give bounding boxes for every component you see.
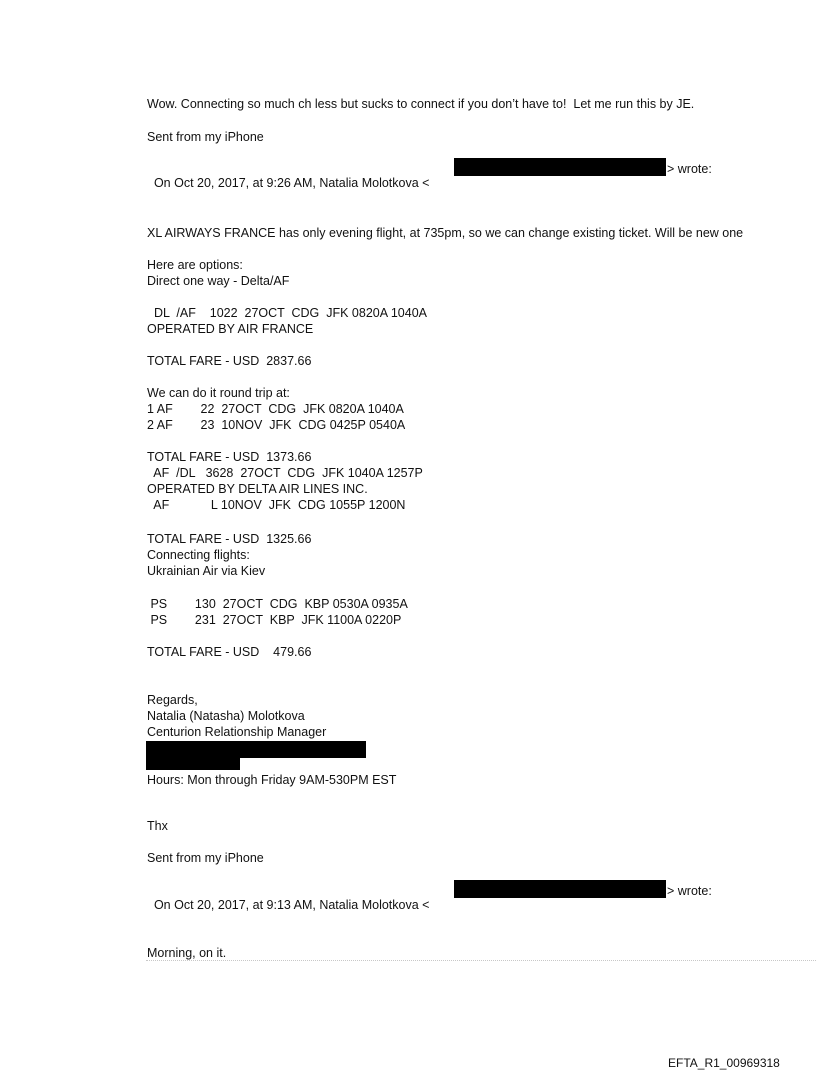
email-text-line: Here are options: [147, 258, 243, 272]
email-header-line [147, 162, 429, 190]
redaction-bar [454, 880, 666, 898]
email-header-line [147, 884, 429, 912]
signature-line: Regards, [147, 693, 198, 707]
redaction-bar [146, 757, 240, 770]
email-text-line: We can do it round trip at: [147, 386, 290, 400]
email-text-line: Connecting flights: [147, 548, 250, 562]
signature-hours: Hours: Mon through Friday 9AM-530PM EST [147, 773, 397, 787]
email-text-line: OPERATED BY AIR FRANCE [147, 322, 314, 336]
email-text-line: Morning, on it. [147, 946, 227, 960]
email-text-line: Ukrainian Air via Kiev [147, 564, 266, 578]
email-text-line: Sent from my iPhone [147, 851, 264, 865]
fare-total-line: TOTAL FARE - USD 479.66 [147, 645, 312, 659]
fare-total-line: TOTAL FARE - USD 1325.66 [147, 532, 312, 546]
email-text-line: Wow. Connecting so much ch less but sucks to connect if you don’t have to! Let me run this by JE. [147, 97, 695, 111]
flight-line: PS 231 27OCT KBP JFK 1100A 0220P [147, 613, 402, 627]
signature-title: Centurion Relationship Manager [147, 725, 327, 739]
page-divider [146, 960, 816, 961]
email-text-line: XL AIRWAYS FRANCE has only evening flight, at 735pm, so we can change existing ticket. Will be new one [147, 226, 744, 240]
email-text-line: Direct one way - Delta/AF [147, 274, 290, 288]
email-header-suffix: > wrote: [667, 162, 712, 176]
email-header-prefix: On Oct 20, 2017, at 9:13 AM, Natalia Molotkova < [153, 898, 430, 912]
fare-total-line: TOTAL FARE - USD 2837.66 [147, 354, 312, 368]
flight-line: DL /AF 1022 27OCT CDG JFK 0820A 1040A [147, 306, 427, 320]
redaction-bar [146, 741, 366, 758]
fare-total-line: TOTAL FARE - USD 1373.66 [147, 450, 312, 464]
email-header-prefix: On Oct 20, 2017, at 9:26 AM, Natalia Molotkova < [153, 176, 430, 190]
flight-line: 2 AF 23 10NOV JFK CDG 0425P 0540A [147, 418, 406, 432]
redaction-bar [454, 158, 666, 176]
email-text-line: OPERATED BY DELTA AIR LINES INC. [147, 482, 368, 496]
email-text-line: Sent from my iPhone [147, 130, 264, 144]
flight-line: AF L 10NOV JFK CDG 1055P 1200N [147, 498, 406, 512]
flight-line: 1 AF 22 27OCT CDG JFK 0820A 1040A [147, 402, 404, 416]
email-header-suffix: > wrote: [667, 884, 712, 898]
flight-line: PS 130 27OCT CDG KBP 0530A 0935A [147, 597, 408, 611]
email-text-line: Thx [147, 819, 168, 833]
document-id: EFTA_R1_00969318 [668, 1056, 780, 1070]
flight-line: AF /DL 3628 27OCT CDG JFK 1040A 1257P [147, 466, 423, 480]
signature-name: Natalia (Natasha) Molotkova [147, 709, 305, 723]
